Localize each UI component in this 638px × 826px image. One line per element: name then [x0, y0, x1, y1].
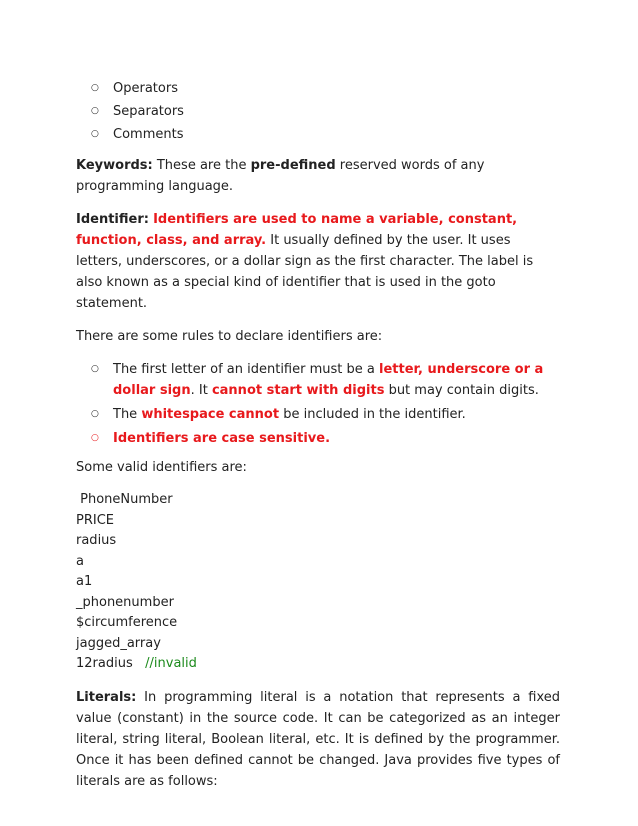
- identifier-label: Identifier:: [76, 212, 149, 227]
- list-item: ○ Comments: [76, 124, 560, 145]
- list-item: ○ The first letter of an identifier must be a letter, underscore or a dollar sign. It cannot start with digits but may contain digits.: [76, 359, 560, 401]
- keywords-paragraph: Keywords: These are the pre-defined reserved words of any programming language.: [76, 158, 485, 194]
- valid-intro: Some valid identifiers are:: [76, 460, 247, 475]
- circle-bullet-icon: ○: [91, 83, 99, 93]
- literals-label: Literals:: [76, 689, 137, 705]
- list-item: ○ Identifiers are case sensitive.: [76, 428, 560, 449]
- identifier-example: radius: [76, 533, 117, 548]
- list-item: ○ Operators: [76, 78, 560, 99]
- identifier-examples: [76, 490, 560, 675]
- identifier-example: $circumference: [76, 615, 178, 630]
- circle-bullet-icon: ○: [91, 409, 99, 419]
- identifier-example: jagged_array: [76, 635, 161, 651]
- identifier-example: _phonenumber: [76, 594, 174, 610]
- literals-paragraph: Literals: In programming literal is a notation that represents a fixed value (constant) in the source code. It can be categorized as an integer literal, string literal, Boolean literal, etc. It is defined by the programmer. Once it has been defined cannot be changed. Java provides five types of literals are as follows:: [76, 689, 560, 789]
- circle-bullet-icon: ○: [91, 129, 99, 139]
- circle-bullet-icon: ○: [91, 106, 99, 116]
- identifier-example: PhoneNumber: [76, 492, 173, 507]
- keywords-label: Keywords:: [76, 158, 153, 173]
- invalid-comment: //invalid: [145, 656, 197, 671]
- list-item: ○ Separators: [76, 101, 560, 122]
- circle-bullet-icon: ○: [91, 364, 99, 374]
- identifier-example: PRICE: [76, 512, 114, 528]
- invalid-example: 12radius //invalid: [76, 656, 197, 671]
- token-list: [76, 78, 560, 145]
- rules-list: [76, 359, 560, 449]
- identifier-example: a1: [76, 574, 93, 589]
- identifier-paragraph: Identifier: Identifiers are used to name a variable, constant, function, class, and array. It usually defined by the user. It uses letters, underscores, or a dollar sign as the first character. The label is also known as a special kind of identifier that is used in the goto statement.: [76, 212, 534, 311]
- identifier-example: a: [76, 553, 84, 569]
- rules-intro: There are some rules to declare identifiers are:: [76, 329, 383, 344]
- list-item: ○ The whitespace cannot be included in the identifier.: [76, 404, 560, 425]
- circle-bullet-icon: ○: [91, 433, 99, 443]
